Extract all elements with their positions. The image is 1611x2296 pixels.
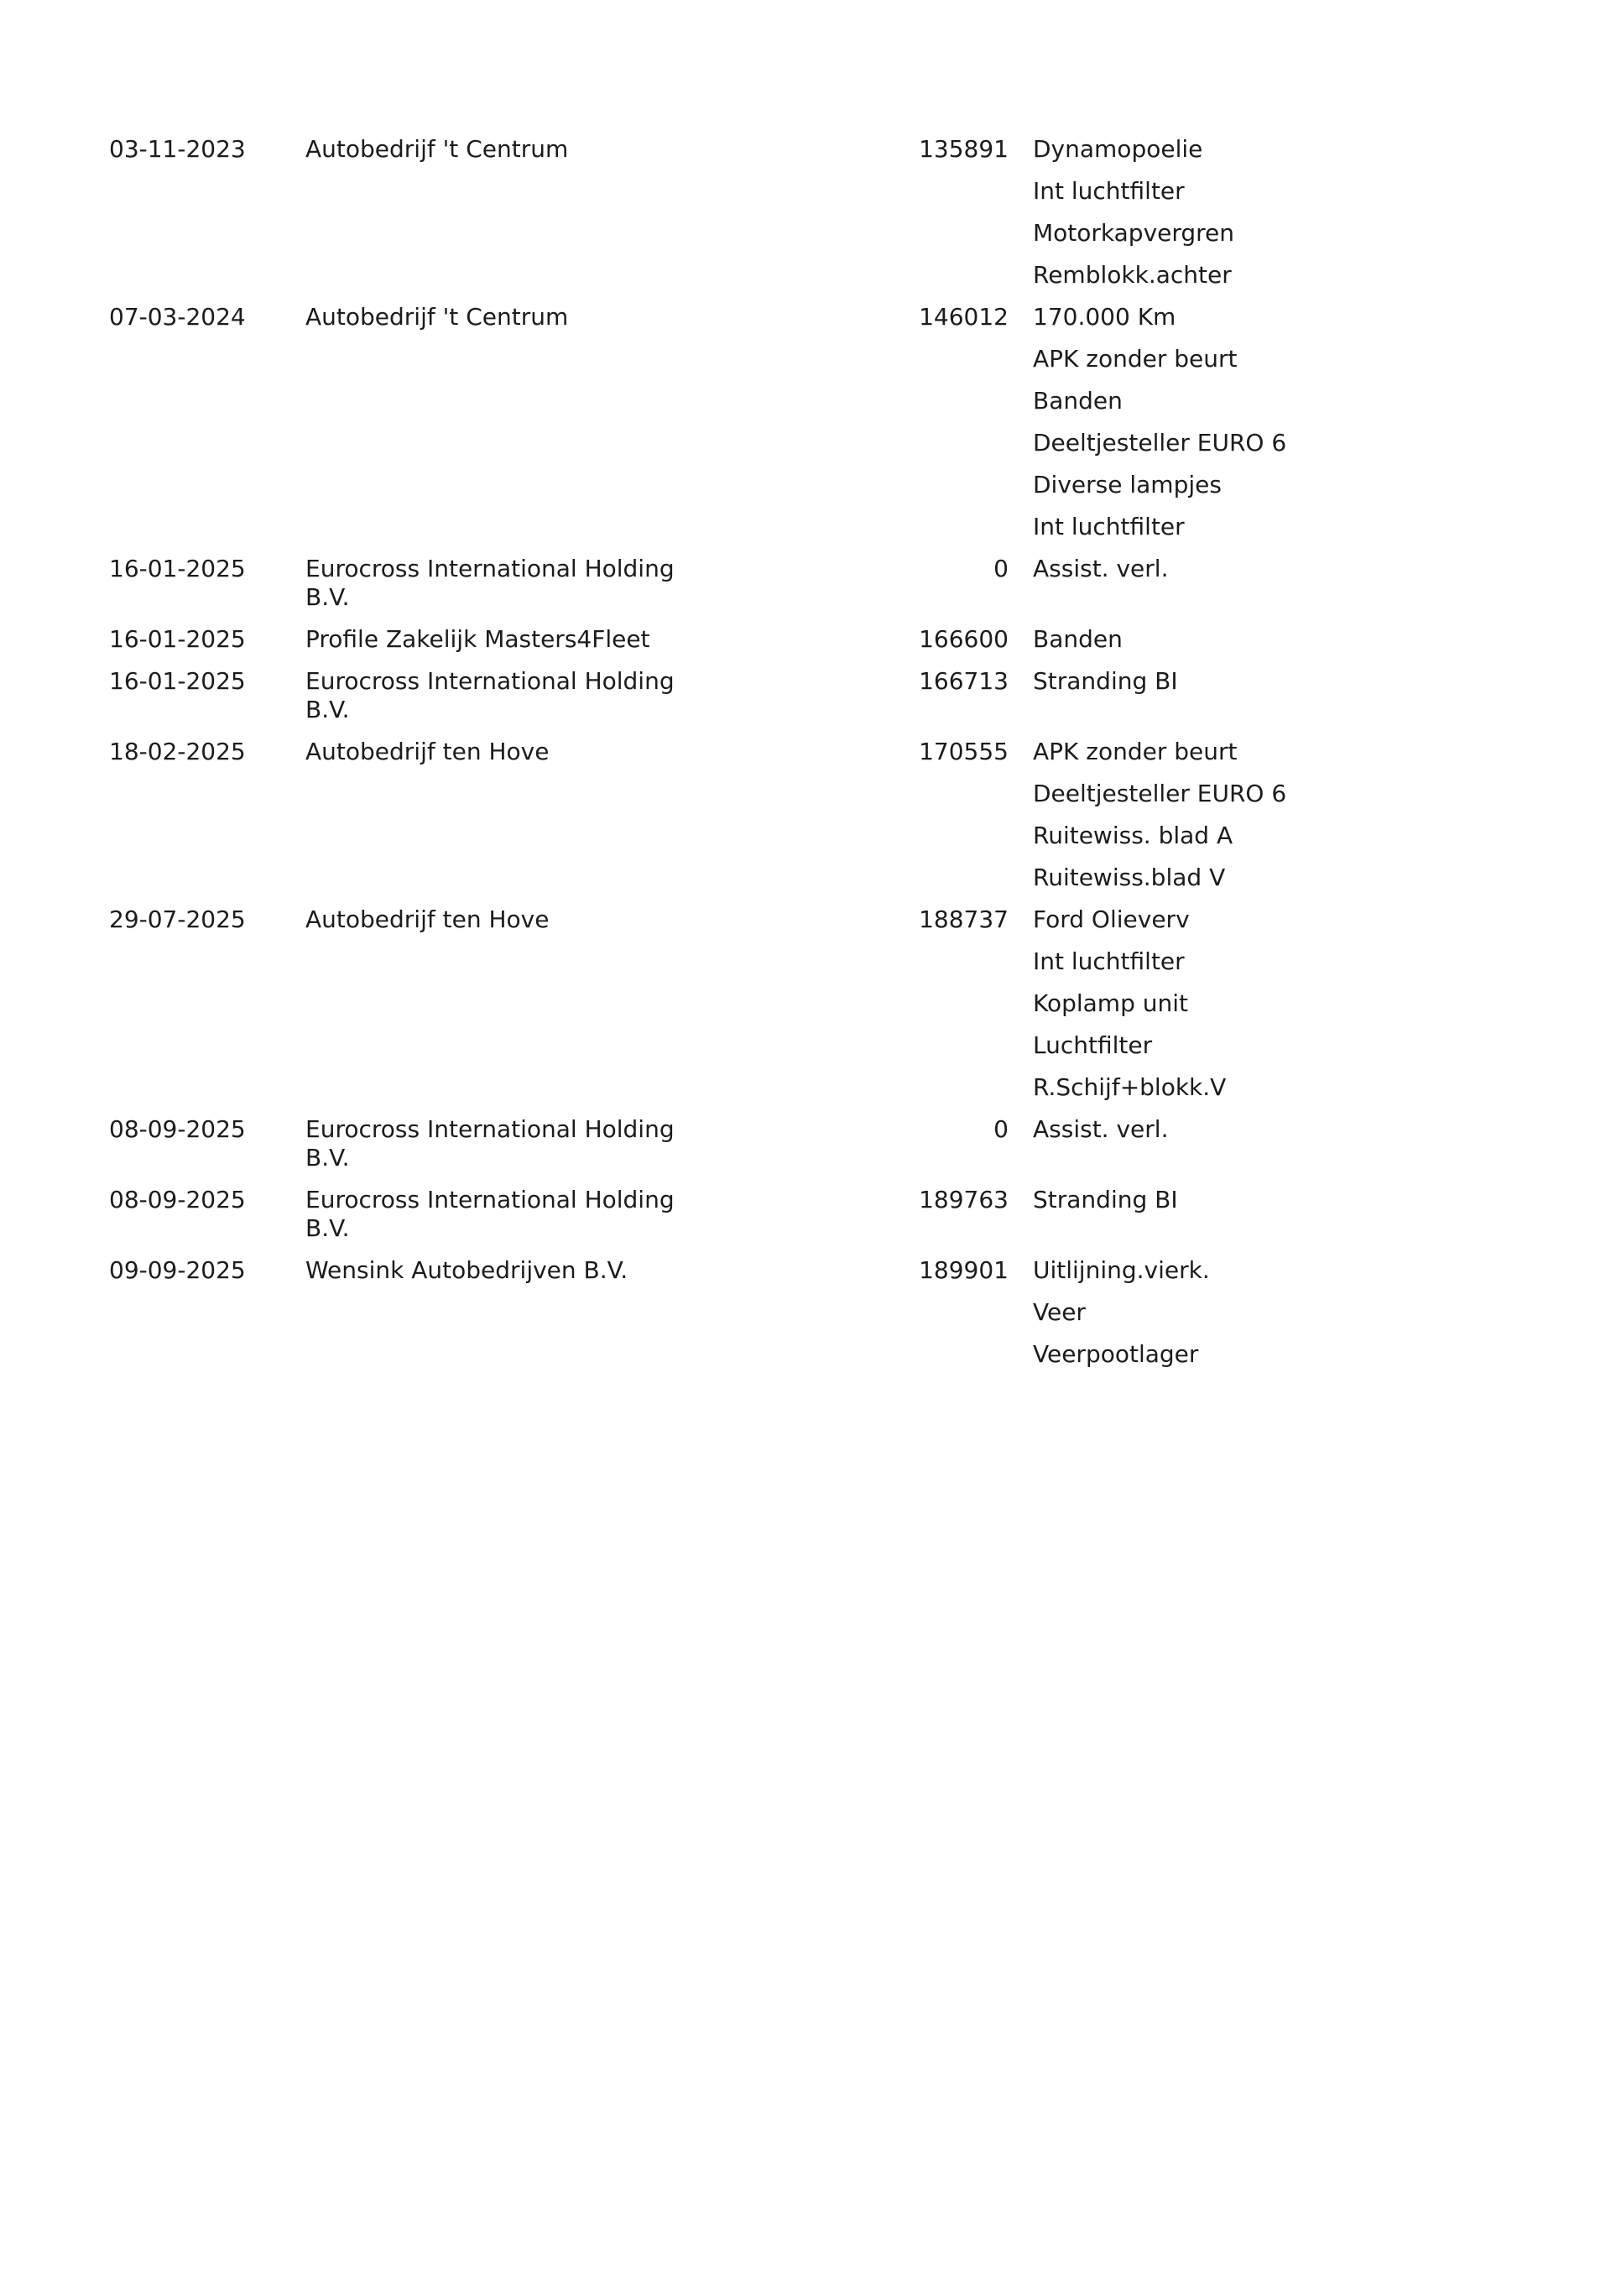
km-cell: 189901 <box>919 1256 1009 1284</box>
service-item: Deeltjesteller EURO 6 <box>1033 429 1287 457</box>
date-cell: 16-01-2025 <box>109 555 246 582</box>
service-item: Assist. verl. <box>1033 555 1169 582</box>
items-cell <box>1009 667 1327 696</box>
table-row <box>109 1256 1418 1369</box>
items-cell <box>1009 135 1327 290</box>
date-cell: 29-07-2025 <box>109 905 246 933</box>
service-item: Assist. verl. <box>1033 1115 1169 1143</box>
service-item: Int luchtfilter <box>1033 947 1185 975</box>
service-item: Koplamp unit <box>1033 989 1189 1017</box>
date-cell: 18-02-2025 <box>109 738 246 765</box>
company-cell: Eurocross International Holding B.V. <box>305 1186 675 1242</box>
date-cell: 07-03-2024 <box>109 303 246 331</box>
km-cell: 146012 <box>919 303 1009 331</box>
date-cell: 08-09-2025 <box>109 1115 246 1143</box>
company-cell: Autobedrijf 't Centrum <box>305 303 569 331</box>
items-cell <box>1009 1115 1327 1144</box>
service-item: 170.000 Km <box>1033 303 1176 331</box>
table-row <box>109 303 1418 541</box>
service-item: APK zonder beurt <box>1033 738 1238 765</box>
km-cell: 189763 <box>919 1186 1009 1213</box>
company-cell: Autobedrijf ten Hove <box>305 905 550 933</box>
table-row <box>109 667 1418 724</box>
service-item: Diverse lampjes <box>1033 471 1222 498</box>
date-cell: 03-11-2023 <box>109 135 246 163</box>
items-cell <box>1009 625 1327 654</box>
service-item: Uitlijning.vierk. <box>1033 1256 1210 1284</box>
service-item: Motorkapvergren <box>1033 219 1235 247</box>
service-item: Ruitewiss. blad A <box>1033 822 1233 849</box>
service-history-table <box>109 135 1418 1382</box>
table-row <box>109 625 1418 654</box>
items-cell <box>1009 555 1327 583</box>
service-item: APK zonder beurt <box>1033 345 1238 373</box>
service-item: Stranding BI <box>1033 1186 1178 1213</box>
service-item: R.Schijf+blokk.V <box>1033 1073 1227 1101</box>
table-row <box>109 905 1418 1102</box>
service-item: Stranding BI <box>1033 667 1178 695</box>
company-cell: Wensink Autobedrijven B.V. <box>305 1256 628 1284</box>
km-cell: 135891 <box>919 135 1009 163</box>
km-cell: 0 <box>993 555 1009 582</box>
service-item: Veerpootlager <box>1033 1340 1199 1368</box>
company-cell: Autobedrijf 't Centrum <box>305 135 569 163</box>
date-cell: 16-01-2025 <box>109 625 246 653</box>
service-item: Dynamopoelie <box>1033 135 1203 163</box>
date-cell: 16-01-2025 <box>109 667 246 695</box>
table-row <box>109 1115 1418 1172</box>
items-cell <box>1009 738 1327 892</box>
km-cell: 166600 <box>919 625 1009 653</box>
company-cell: Autobedrijf ten Hove <box>305 738 550 765</box>
table-row <box>109 135 1418 290</box>
km-cell: 0 <box>993 1115 1009 1143</box>
service-item: Ruitewiss.blad V <box>1033 864 1226 891</box>
service-item: Int luchtfilter <box>1033 177 1185 205</box>
date-cell: 09-09-2025 <box>109 1256 246 1284</box>
company-cell: Eurocross International Holding B.V. <box>305 555 675 611</box>
km-cell: 166713 <box>919 667 1009 695</box>
table-row <box>109 738 1418 892</box>
items-cell <box>1009 905 1327 1102</box>
table-row <box>109 555 1418 612</box>
company-cell: Eurocross International Holding B.V. <box>305 667 675 723</box>
company-cell: Eurocross International Holding B.V. <box>305 1115 675 1171</box>
service-item: Deeltjesteller EURO 6 <box>1033 780 1287 807</box>
items-cell <box>1009 1256 1327 1369</box>
items-cell <box>1009 303 1327 541</box>
items-cell <box>1009 1186 1327 1214</box>
service-item: Veer <box>1033 1298 1086 1326</box>
service-item: Banden <box>1033 625 1123 653</box>
table-row <box>109 1186 1418 1243</box>
service-item: Luchtfilter <box>1033 1031 1153 1059</box>
service-item: Ford Olieverv <box>1033 905 1190 933</box>
service-item: Banden <box>1033 387 1123 415</box>
date-cell: 08-09-2025 <box>109 1186 246 1213</box>
company-cell: Profile Zakelijk Masters4Fleet <box>305 625 650 653</box>
service-item: Int luchtfilter <box>1033 513 1185 540</box>
km-cell: 170555 <box>919 738 1009 765</box>
service-item: Remblokk.achter <box>1033 261 1232 289</box>
km-cell: 188737 <box>919 905 1009 933</box>
